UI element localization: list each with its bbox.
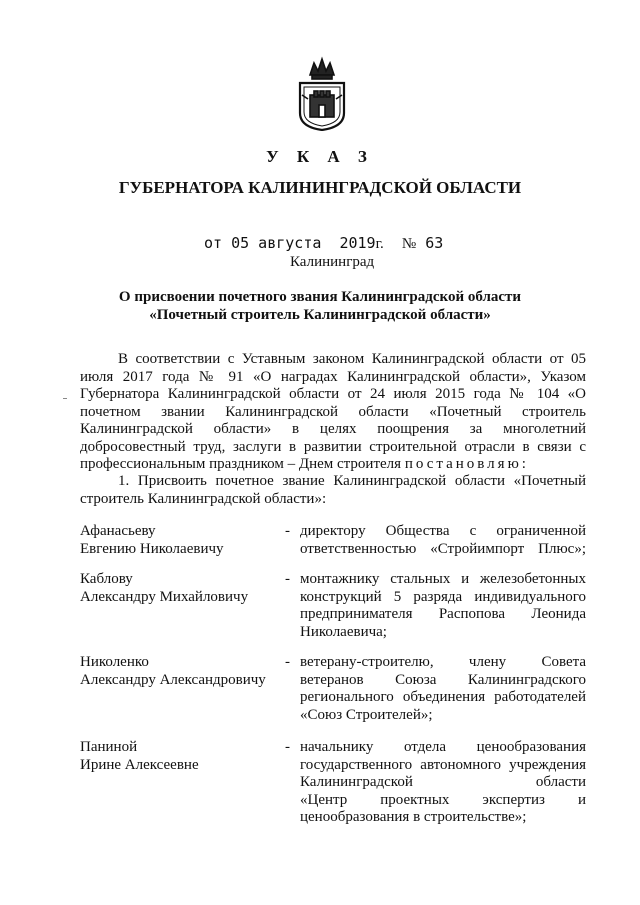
preamble-paragraph	[80, 351, 586, 474]
decree-number: 63	[425, 234, 444, 252]
year-suffix: г.	[375, 236, 384, 252]
awardee-position-line: ответственностью «Стройимпорт Плюс»;	[300, 540, 586, 557]
awardee-position-line: Николаевича;	[300, 623, 387, 640]
decree-word: постановляю:	[404, 456, 529, 472]
awardee-position-line: ветерану-строителю, члену Совета	[300, 654, 586, 670]
awardee-position-line: конструкций 5 разряда индивидуального	[300, 588, 586, 605]
awardee-surname: Каблову	[80, 571, 133, 587]
awardee-position-line: директору Общества с ограниченной	[300, 523, 586, 539]
awardee-given-names: Александру Александровичу	[80, 671, 266, 688]
awardee-position	[300, 523, 586, 558]
decree-title-line2: «Почетный строитель Калининградской области»	[149, 307, 491, 323]
awardee-given-names: Евгению Николаевичу	[80, 540, 224, 557]
awardee-position-line: «Союз Строителей»;	[300, 706, 433, 723]
awardee-position-line: государственного автономного учреждения	[300, 756, 586, 773]
awardee-position-line: предпринимателя Распопова Леонида	[300, 606, 586, 622]
awardee-name	[80, 654, 280, 689]
number-label: №	[401, 236, 417, 252]
awardee-name	[80, 523, 280, 558]
awardee-position-line: регионального объединения работодателей	[300, 689, 586, 705]
awardee-position	[300, 739, 586, 827]
awardee-position-line: начальнику отдела ценообразования	[300, 739, 586, 755]
decree-date: 05 августа	[231, 234, 322, 252]
awardee-dash: -	[285, 654, 290, 670]
awardee-surname: Паниной	[80, 739, 138, 755]
awardee-position-line: «Центр проектных экспертиз и	[300, 791, 586, 808]
decree-year: 2019	[339, 234, 376, 252]
city: Калининград	[290, 254, 375, 270]
awardee-position-line: ветеранов Союза Калининградского	[300, 671, 586, 688]
awardee-position-line: ценообразования в строительстве»;	[300, 809, 527, 825]
awardee-name	[80, 571, 280, 606]
awardee-dash: -	[285, 571, 290, 587]
awardee-position-line: монтажнику стальных и железобетонных	[300, 571, 586, 587]
preamble-text: В соответствии с Уставным законом Калининградской области от 05 июля 2017 года № 91 «О наградах Калининградской области», Указом Губернатора Калининградской области от 24 июля 2015 года № 104 «О почетном звании Калининградской области «Почетный строитель Калининградской области» в целях поощрения за многолетний добросовестный труд, заслуги в развитии строительной отрасли в связи с профессиональным праздником – Днем строителя	[80, 351, 586, 472]
awardee-dash: -	[285, 523, 290, 539]
date-line	[204, 234, 443, 253]
awardee-name	[80, 739, 280, 774]
decree-title	[0, 288, 640, 324]
awardee-surname: Николенко	[80, 654, 149, 670]
coat-of-arms-emblem	[296, 55, 348, 131]
awardee-given-names: Ирине Алексеевне	[80, 756, 199, 773]
decree-title-line1: О присвоении почетного звания Калининградской области	[118, 289, 522, 305]
awardee-given-names: Александру Михайловичу	[80, 588, 249, 605]
awardee-position	[300, 571, 586, 641]
awardee-position	[300, 654, 586, 724]
awardee-surname: Афанасьеву	[80, 523, 156, 539]
awardee-position-line: Калининградской области	[300, 774, 586, 790]
issuer-heading: ГУБЕРНАТОРА КАЛИНИНГРАДСКОЙ ОБЛАСТИ	[118, 178, 522, 197]
document-type-heading: У К А З	[266, 147, 374, 166]
date-prefix: от	[204, 234, 223, 252]
margin-mark	[63, 398, 67, 399]
clause-1-paragraph: 1. Присвоить почетное звание Калининградской области «Почетный строитель Калининградской области»:	[80, 473, 586, 507]
awardee-dash: -	[285, 739, 290, 755]
